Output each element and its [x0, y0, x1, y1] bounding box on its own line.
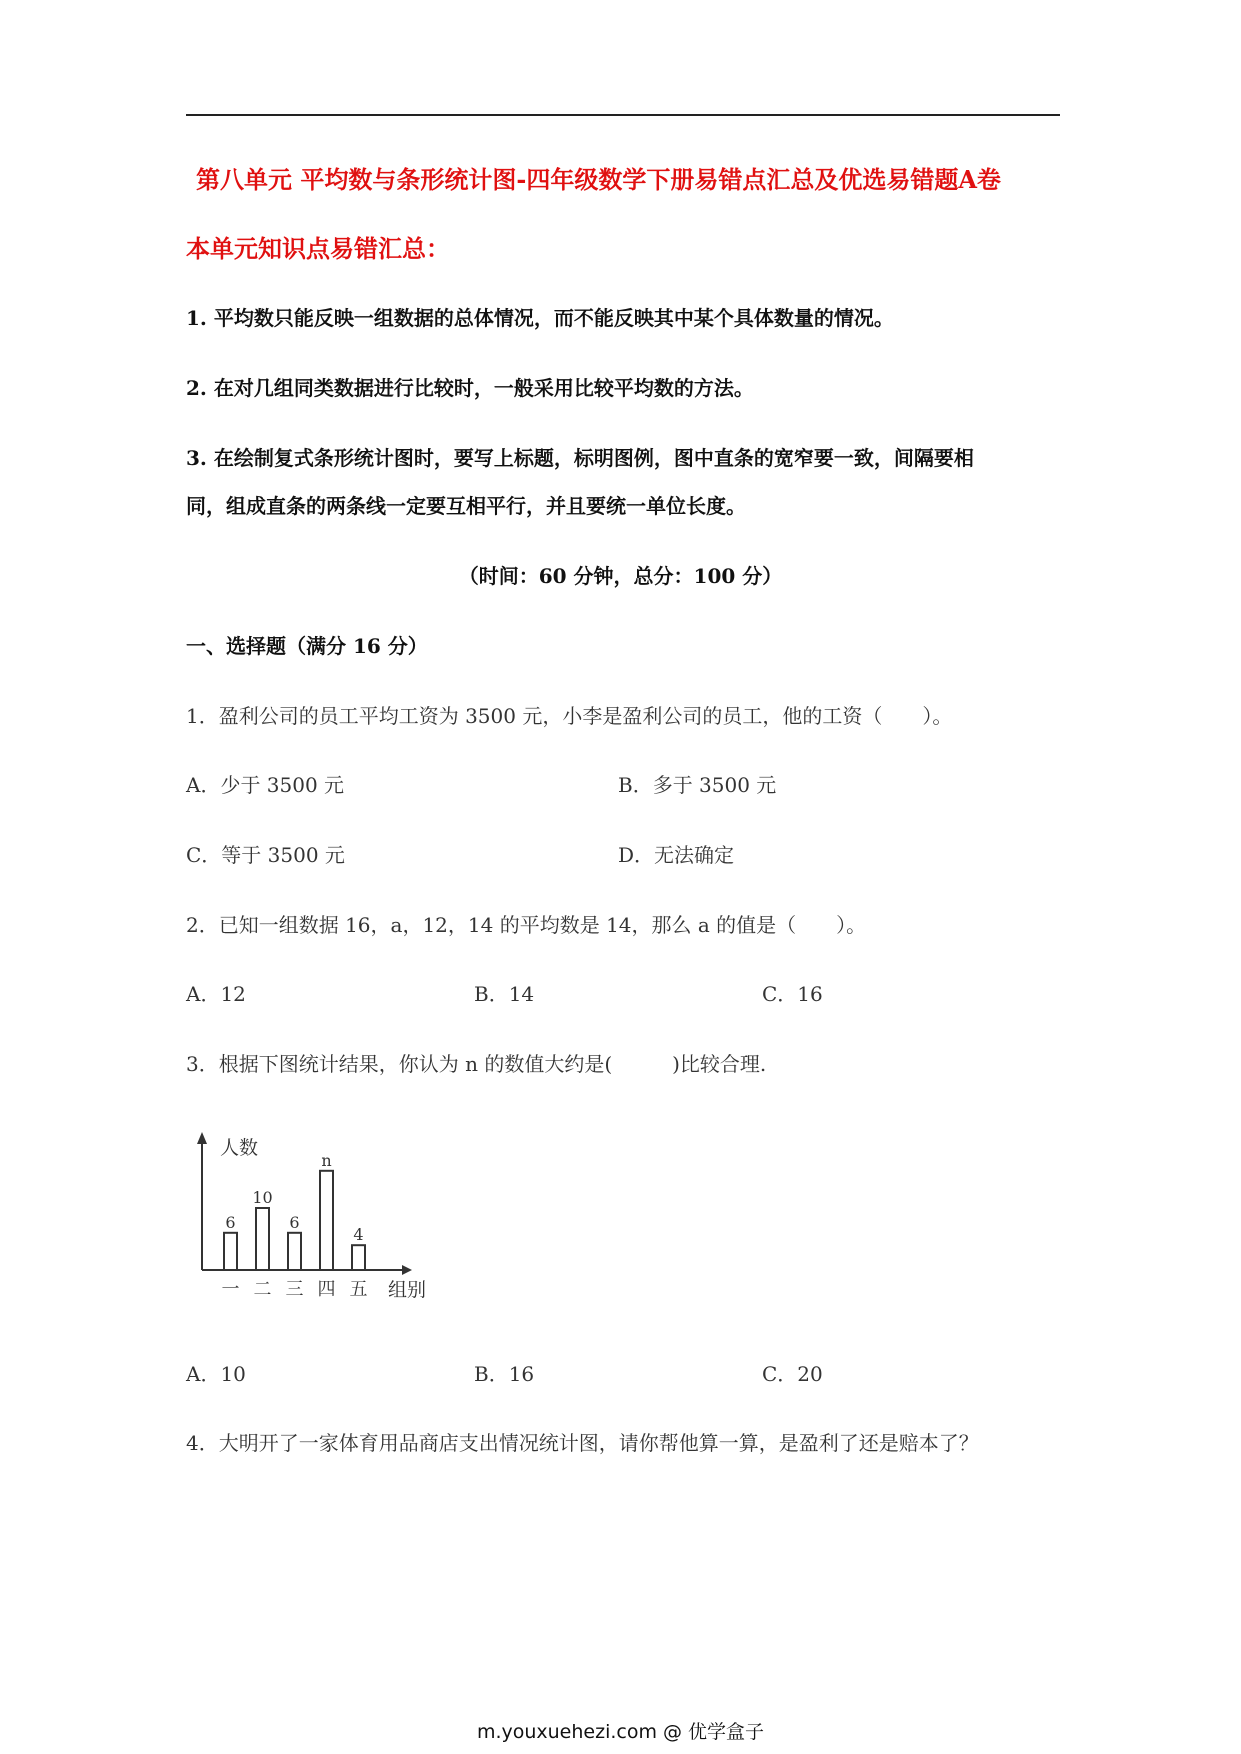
section-heading: 一、选择题（满分 16 分）	[186, 634, 428, 658]
y-axis-label: 人数	[220, 1137, 259, 1159]
q1-option-b: B．多于 3500 元	[618, 773, 777, 797]
bar-4	[320, 1171, 333, 1270]
q2-option-a: A．12	[186, 982, 246, 1006]
knowledge-point-3: 3. 在绘制复式条形统计图时，要写上标题，标明图例，图中直条的宽窄要一致，间隔要相	[186, 446, 974, 470]
category-label-2: 二	[253, 1279, 272, 1300]
section-subtitle: 本单元知识点易错汇总：	[186, 234, 450, 263]
question-4-stem: 4．大明开了一家体育用品商店支出情况统计图，请你帮他算一算，是盈利了还是赔本了？	[186, 1431, 979, 1455]
footer-watermark: m.youxuehezi.com @ 优学盒子	[476, 1721, 765, 1743]
bar-value-label-2: 10	[252, 1188, 273, 1207]
bar-3	[288, 1233, 301, 1270]
q2-option-b: B．14	[474, 982, 535, 1006]
category-label-1: 一	[221, 1279, 240, 1300]
question-1-stem: 1．盈利公司的员工平均工资为 3500 元，小李是盈利公司的员工，他的工资（ ）。	[186, 704, 953, 728]
x-axis-arrow	[402, 1265, 412, 1275]
y-axis-arrow	[197, 1132, 207, 1144]
time-info: （时间：60 分钟，总分：100 分）	[458, 564, 783, 588]
question-2-stem: 2．已知一组数据 16，a，12，14 的平均数是 14，那么 a 的值是（ ）。	[186, 913, 867, 937]
document-title: 第八单元 平均数与条形统计图-四年级数学下册易错点汇总及优选易错题A卷	[196, 165, 1001, 194]
question-3-stem: 3．根据下图统计结果，你认为 n 的数值大约是( )比较合理.	[186, 1052, 767, 1076]
q2-option-c: C．16	[762, 982, 823, 1006]
x-axis-label: 组别	[388, 1279, 427, 1301]
q1-option-c: C．等于 3500 元	[186, 843, 345, 867]
bar-chart	[180, 1130, 460, 1305]
category-label-5: 五	[349, 1279, 368, 1300]
bar-1	[224, 1233, 237, 1270]
knowledge-point-3-cont: 同，组成直条的两条线一定要互相平行，并且要统一单位长度。	[186, 494, 746, 518]
q1-option-d: D．无法确定	[618, 843, 735, 867]
bar-2	[256, 1208, 269, 1270]
q3-option-a: A．10	[186, 1362, 246, 1386]
bar-value-label-5: 4	[353, 1225, 364, 1245]
q3-option-c: C．20	[762, 1362, 823, 1386]
knowledge-point-2: 2. 在对几组同类数据进行比较时，一般采用比较平均数的方法。	[186, 376, 754, 400]
category-label-3: 三	[285, 1279, 304, 1300]
knowledge-point-1: 1. 平均数只能反映一组数据的总体情况，而不能反映其中某个具体数量的情况。	[186, 306, 894, 330]
q3-option-b: B．16	[474, 1362, 535, 1386]
category-label-4: 四	[317, 1279, 336, 1300]
bar-value-label-4: n	[321, 1150, 332, 1170]
header-rule	[186, 114, 1060, 116]
q1-option-a: A．少于 3500 元	[186, 773, 345, 797]
bar-value-label-1: 6	[225, 1212, 236, 1232]
bar-5	[352, 1245, 365, 1270]
bar-value-label-3: 6	[289, 1212, 300, 1232]
